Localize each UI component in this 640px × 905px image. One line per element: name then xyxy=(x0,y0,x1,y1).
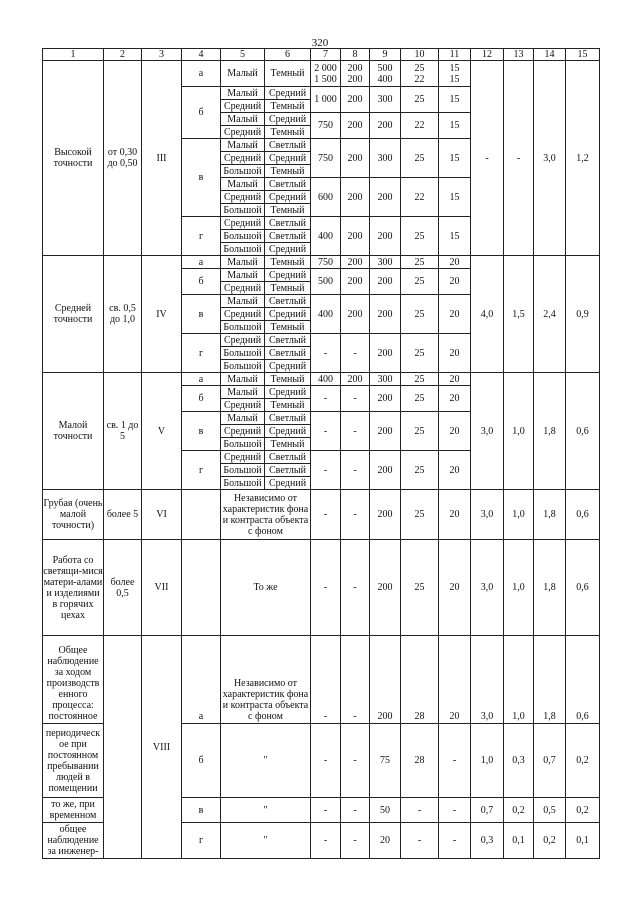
contrast-background-note: " xyxy=(221,798,311,823)
value-cell: 25 xyxy=(401,87,439,113)
value-cell: 20 xyxy=(439,451,471,490)
table-row xyxy=(43,636,600,724)
table-row xyxy=(43,540,600,636)
value-cell: - xyxy=(311,798,341,823)
header-col-2: 2 xyxy=(104,49,142,61)
value-cell: 2,4 xyxy=(534,256,566,373)
value-cell: 15 xyxy=(439,87,471,113)
work-category: общее наблюдение за инженер- xyxy=(43,823,104,859)
contrast: Большой xyxy=(221,464,265,477)
value-cell: 22 xyxy=(401,178,439,217)
value-cell: - xyxy=(439,823,471,859)
lighting-norms-table xyxy=(42,48,599,859)
contrast: Средний xyxy=(221,217,265,230)
subclass: а xyxy=(182,373,221,386)
subclass: а xyxy=(182,256,221,269)
value-cell: - xyxy=(311,490,341,540)
value-cell: - xyxy=(341,724,370,798)
contrast: Средний xyxy=(221,451,265,464)
background: Светлый xyxy=(265,230,311,243)
header-col-13: 13 xyxy=(504,49,534,61)
work-category: Работа со светящи-мися матери-алами и изделиями в горячих цехах xyxy=(43,540,104,636)
value-cell: - xyxy=(341,412,370,451)
value-cell: 3,0 xyxy=(471,540,504,636)
value-cell: - xyxy=(471,61,504,256)
background: Темный xyxy=(265,282,311,295)
value-cell: 200 xyxy=(370,636,401,724)
header-col-8: 8 xyxy=(341,49,370,61)
value-cell: 500 xyxy=(311,269,341,295)
object-size: от 0,30 до 0,50 xyxy=(104,61,142,256)
value-cell: 3,0 xyxy=(471,490,504,540)
header-col-4: 4 xyxy=(182,49,221,61)
value-cell: 0,6 xyxy=(566,490,600,540)
header-col-5: 5 xyxy=(221,49,265,61)
value-cell: 750 xyxy=(311,139,341,178)
background: Светлый xyxy=(265,139,311,152)
value-cell: 0,9 xyxy=(566,256,600,373)
value-cell: 200 xyxy=(341,295,370,334)
value-cell: 200 200 xyxy=(341,61,370,87)
object-size: более 5 xyxy=(104,490,142,540)
value-cell: 1,8 xyxy=(534,490,566,540)
value-cell: - xyxy=(341,386,370,412)
object-size: св. 0,5 до 1,0 xyxy=(104,256,142,373)
value-cell: 400 xyxy=(311,295,341,334)
value-cell: 20 xyxy=(439,490,471,540)
subclass: в xyxy=(182,295,221,334)
header-col-11: 11 xyxy=(439,49,471,61)
background: Средний xyxy=(265,425,311,438)
value-cell: 28 xyxy=(401,724,439,798)
work-class: IV xyxy=(142,256,182,373)
value-cell: 300 xyxy=(370,373,401,386)
subclass: б xyxy=(182,386,221,412)
value-cell: 1,0 xyxy=(504,490,534,540)
value-cell: 200 xyxy=(341,217,370,256)
table-row xyxy=(43,490,600,540)
value-cell: 25 xyxy=(401,295,439,334)
subclass: б xyxy=(182,87,221,139)
header-col-3: 3 xyxy=(142,49,182,61)
background: Светлый xyxy=(265,412,311,425)
work-category: Высокой точности xyxy=(43,61,104,256)
value-cell: 0,2 xyxy=(534,823,566,859)
value-cell: 75 xyxy=(370,724,401,798)
background: Светлый xyxy=(265,178,311,191)
value-cell: 3,0 xyxy=(471,636,504,724)
contrast: Малый xyxy=(221,412,265,425)
value-cell: 400 xyxy=(311,373,341,386)
contrast-background-note: Независимо от характеристик фона и контраста объекта с фоном xyxy=(221,490,311,540)
contrast: Большой xyxy=(221,204,265,217)
background: Темный xyxy=(265,256,311,269)
object-size: более 0,5 xyxy=(104,540,142,636)
contrast: Большой xyxy=(221,165,265,178)
value-cell: 750 xyxy=(311,256,341,269)
value-cell: 200 xyxy=(341,139,370,178)
value-cell: 4,0 xyxy=(471,256,504,373)
contrast: Большой xyxy=(221,360,265,373)
background: Темный xyxy=(265,321,311,334)
value-cell: 25 xyxy=(401,386,439,412)
value-cell: - xyxy=(341,451,370,490)
value-cell: 1,0 xyxy=(504,373,534,490)
work-class: VI xyxy=(142,490,182,540)
contrast: Большой xyxy=(221,477,265,490)
contrast: Малый xyxy=(221,256,265,269)
contrast: Малый xyxy=(221,386,265,399)
work-class: V xyxy=(142,373,182,490)
header-col-7: 7 xyxy=(311,49,341,61)
value-cell: 3,0 xyxy=(534,61,566,256)
subclass: а xyxy=(182,636,221,724)
value-cell: 0,3 xyxy=(471,823,504,859)
background: Средний xyxy=(265,477,311,490)
value-cell: 0,6 xyxy=(566,373,600,490)
contrast: Средний xyxy=(221,425,265,438)
value-cell: 600 xyxy=(311,178,341,217)
value-cell: 200 xyxy=(341,373,370,386)
contrast-background-note: " xyxy=(221,823,311,859)
value-cell: 0,6 xyxy=(566,540,600,636)
value-cell: 300 xyxy=(370,87,401,113)
work-category: Средней точности xyxy=(43,256,104,373)
value-cell: - xyxy=(439,724,471,798)
value-cell: 0,2 xyxy=(566,798,600,823)
value-cell: - xyxy=(504,61,534,256)
value-cell: 1,2 xyxy=(566,61,600,256)
contrast-background-note: " xyxy=(221,724,311,798)
contrast: Малый xyxy=(221,139,265,152)
value-cell: 15 xyxy=(439,217,471,256)
value-cell: 3,0 xyxy=(471,373,504,490)
background: Темный xyxy=(265,438,311,451)
value-cell: 200 xyxy=(341,87,370,113)
contrast: Малый xyxy=(221,113,265,126)
background: Средний xyxy=(265,243,311,256)
contrast: Средний xyxy=(221,308,265,321)
subclass: а xyxy=(182,61,221,87)
value-cell: 1,0 xyxy=(504,540,534,636)
work-category: Грубая (очень малой точности) xyxy=(43,490,104,540)
subclass: в xyxy=(182,412,221,451)
value-cell: 200 xyxy=(370,540,401,636)
value-cell: 20 xyxy=(439,373,471,386)
background: Светлый xyxy=(265,334,311,347)
value-cell: 1,8 xyxy=(534,540,566,636)
value-cell: 500 400 xyxy=(370,61,401,87)
contrast: Большой xyxy=(221,438,265,451)
value-cell: 0,1 xyxy=(504,823,534,859)
value-cell: 25 xyxy=(401,373,439,386)
value-cell: 0,7 xyxy=(534,724,566,798)
background: Светлый xyxy=(265,464,311,477)
contrast: Малый xyxy=(221,295,265,308)
value-cell: - xyxy=(311,412,341,451)
contrast: Малый xyxy=(221,373,265,386)
value-cell: - xyxy=(401,798,439,823)
value-cell: 200 xyxy=(370,295,401,334)
header-col-9: 9 xyxy=(370,49,401,61)
table-row xyxy=(43,373,600,386)
contrast-background-note: Независимо от характеристик фона и контраста объекта с фоном xyxy=(221,636,311,724)
value-cell: 400 xyxy=(311,217,341,256)
value-cell: 200 xyxy=(341,269,370,295)
value-cell: 25 xyxy=(401,334,439,373)
value-cell: 20 xyxy=(439,269,471,295)
background: Светлый xyxy=(265,217,311,230)
value-cell: 200 xyxy=(370,217,401,256)
value-cell: 25 xyxy=(401,256,439,269)
value-cell: 200 xyxy=(370,386,401,412)
contrast: Средний xyxy=(221,191,265,204)
value-cell: - xyxy=(311,451,341,490)
value-cell: - xyxy=(311,636,341,724)
value-cell: - xyxy=(311,540,341,636)
value-cell: 25 xyxy=(401,540,439,636)
subclass xyxy=(182,490,221,540)
header-col-14: 14 xyxy=(534,49,566,61)
background: Средний xyxy=(265,191,311,204)
subclass: г xyxy=(182,217,221,256)
background: Темный xyxy=(265,100,311,113)
subclass: в xyxy=(182,798,221,823)
contrast-background-note: То же xyxy=(221,540,311,636)
value-cell: 25 xyxy=(401,139,439,178)
value-cell: 200 xyxy=(370,334,401,373)
value-cell: 15 15 xyxy=(439,61,471,87)
value-cell: - xyxy=(311,334,341,373)
subclass: в xyxy=(182,139,221,217)
background: Средний xyxy=(265,360,311,373)
value-cell: 300 xyxy=(370,256,401,269)
value-cell: 25 xyxy=(401,451,439,490)
value-cell: 28 xyxy=(401,636,439,724)
object-size xyxy=(104,636,142,859)
contrast: Средний xyxy=(221,100,265,113)
value-cell: 0,1 xyxy=(566,823,600,859)
value-cell: 0,2 xyxy=(566,724,600,798)
subclass xyxy=(182,540,221,636)
value-cell: 1,0 xyxy=(471,724,504,798)
background: Темный xyxy=(265,204,311,217)
value-cell: 200 xyxy=(341,178,370,217)
value-cell: 200 xyxy=(341,113,370,139)
background: Средний xyxy=(265,386,311,399)
work-category: Малой точности xyxy=(43,373,104,490)
value-cell: 1,5 xyxy=(504,256,534,373)
value-cell: - xyxy=(341,334,370,373)
contrast: Средний xyxy=(221,282,265,295)
work-category: Общее наблюдение за ходом производств енного процесса: постоянное xyxy=(43,636,104,724)
page-number: 320 xyxy=(311,37,329,49)
background: Средний xyxy=(265,152,311,165)
background: Темный xyxy=(265,126,311,139)
contrast: Малый xyxy=(221,87,265,100)
contrast: Малый xyxy=(221,269,265,282)
value-cell: 200 xyxy=(341,256,370,269)
value-cell: 200 xyxy=(370,412,401,451)
subclass: г xyxy=(182,334,221,373)
background: Светлый xyxy=(265,347,311,360)
value-cell: - xyxy=(341,823,370,859)
value-cell: 0,7 xyxy=(471,798,504,823)
background: Средний xyxy=(265,113,311,126)
header-col-6: 6 xyxy=(265,49,311,61)
contrast: Большой xyxy=(221,230,265,243)
object-size: св. 1 до 5 xyxy=(104,373,142,490)
contrast: Большой xyxy=(221,347,265,360)
value-cell: 0,2 xyxy=(504,798,534,823)
value-cell: 0,3 xyxy=(504,724,534,798)
background: Средний xyxy=(265,87,311,100)
background: Темный xyxy=(265,61,311,87)
contrast: Большой xyxy=(221,321,265,334)
value-cell: 50 xyxy=(370,798,401,823)
contrast: Средний xyxy=(221,126,265,139)
header-col-12: 12 xyxy=(471,49,504,61)
value-cell: 15 xyxy=(439,113,471,139)
value-cell: - xyxy=(341,540,370,636)
work-category: то же, при временном xyxy=(43,798,104,823)
background: Средний xyxy=(265,308,311,321)
value-cell: 200 xyxy=(370,269,401,295)
value-cell: 0,5 xyxy=(534,798,566,823)
value-cell: - xyxy=(401,823,439,859)
value-cell: 25 xyxy=(401,269,439,295)
background: Темный xyxy=(265,165,311,178)
value-cell: 22 xyxy=(401,113,439,139)
value-cell: 1,8 xyxy=(534,636,566,724)
value-cell: 1,0 xyxy=(504,636,534,724)
value-cell: 15 xyxy=(439,139,471,178)
value-cell: 25 xyxy=(401,217,439,256)
work-class: VII xyxy=(142,540,182,636)
value-cell: 20 xyxy=(439,334,471,373)
work-class: III xyxy=(142,61,182,256)
value-cell: 15 xyxy=(439,178,471,217)
contrast: Малый xyxy=(221,61,265,87)
value-cell: 1 000 xyxy=(311,87,341,113)
table-row xyxy=(43,61,600,87)
table-row xyxy=(43,256,600,269)
value-cell: 200 xyxy=(370,178,401,217)
header-col-1: 1 xyxy=(43,49,104,61)
value-cell: - xyxy=(341,490,370,540)
value-cell: - xyxy=(341,798,370,823)
header-col-10: 10 xyxy=(401,49,439,61)
subclass: б xyxy=(182,269,221,295)
work-category: периодическ ое при постоянном пребывании людей в помещении xyxy=(43,724,104,798)
value-cell: 20 xyxy=(439,386,471,412)
subclass: г xyxy=(182,823,221,859)
background: Светлый xyxy=(265,295,311,308)
contrast: Большой xyxy=(221,243,265,256)
value-cell: 200 xyxy=(370,490,401,540)
contrast: Средний xyxy=(221,399,265,412)
value-cell: - xyxy=(341,636,370,724)
value-cell: 20 xyxy=(439,295,471,334)
value-cell: 25 xyxy=(401,490,439,540)
value-cell: 1,8 xyxy=(534,373,566,490)
value-cell: 20 xyxy=(439,412,471,451)
value-cell: 25 22 xyxy=(401,61,439,87)
header-row xyxy=(43,49,600,61)
value-cell: 20 xyxy=(370,823,401,859)
value-cell: 20 xyxy=(439,540,471,636)
value-cell: - xyxy=(311,823,341,859)
value-cell: 20 xyxy=(439,636,471,724)
work-class: VIII xyxy=(142,636,182,859)
value-cell: 2 000 1 500 xyxy=(311,61,341,87)
value-cell: 25 xyxy=(401,412,439,451)
subclass: г xyxy=(182,451,221,490)
value-cell: 0,6 xyxy=(566,636,600,724)
background: Светлый xyxy=(265,451,311,464)
value-cell: - xyxy=(311,724,341,798)
background: Темный xyxy=(265,373,311,386)
value-cell: - xyxy=(311,386,341,412)
value-cell: 750 xyxy=(311,113,341,139)
value-cell: 200 xyxy=(370,113,401,139)
value-cell: 20 xyxy=(439,256,471,269)
header-col-15: 15 xyxy=(566,49,600,61)
value-cell: - xyxy=(439,798,471,823)
background: Темный xyxy=(265,399,311,412)
contrast: Малый xyxy=(221,178,265,191)
value-cell: 200 xyxy=(370,451,401,490)
contrast: Средний xyxy=(221,152,265,165)
value-cell: 300 xyxy=(370,139,401,178)
contrast: Средний xyxy=(221,334,265,347)
background: Средний xyxy=(265,269,311,282)
subclass: б xyxy=(182,724,221,798)
